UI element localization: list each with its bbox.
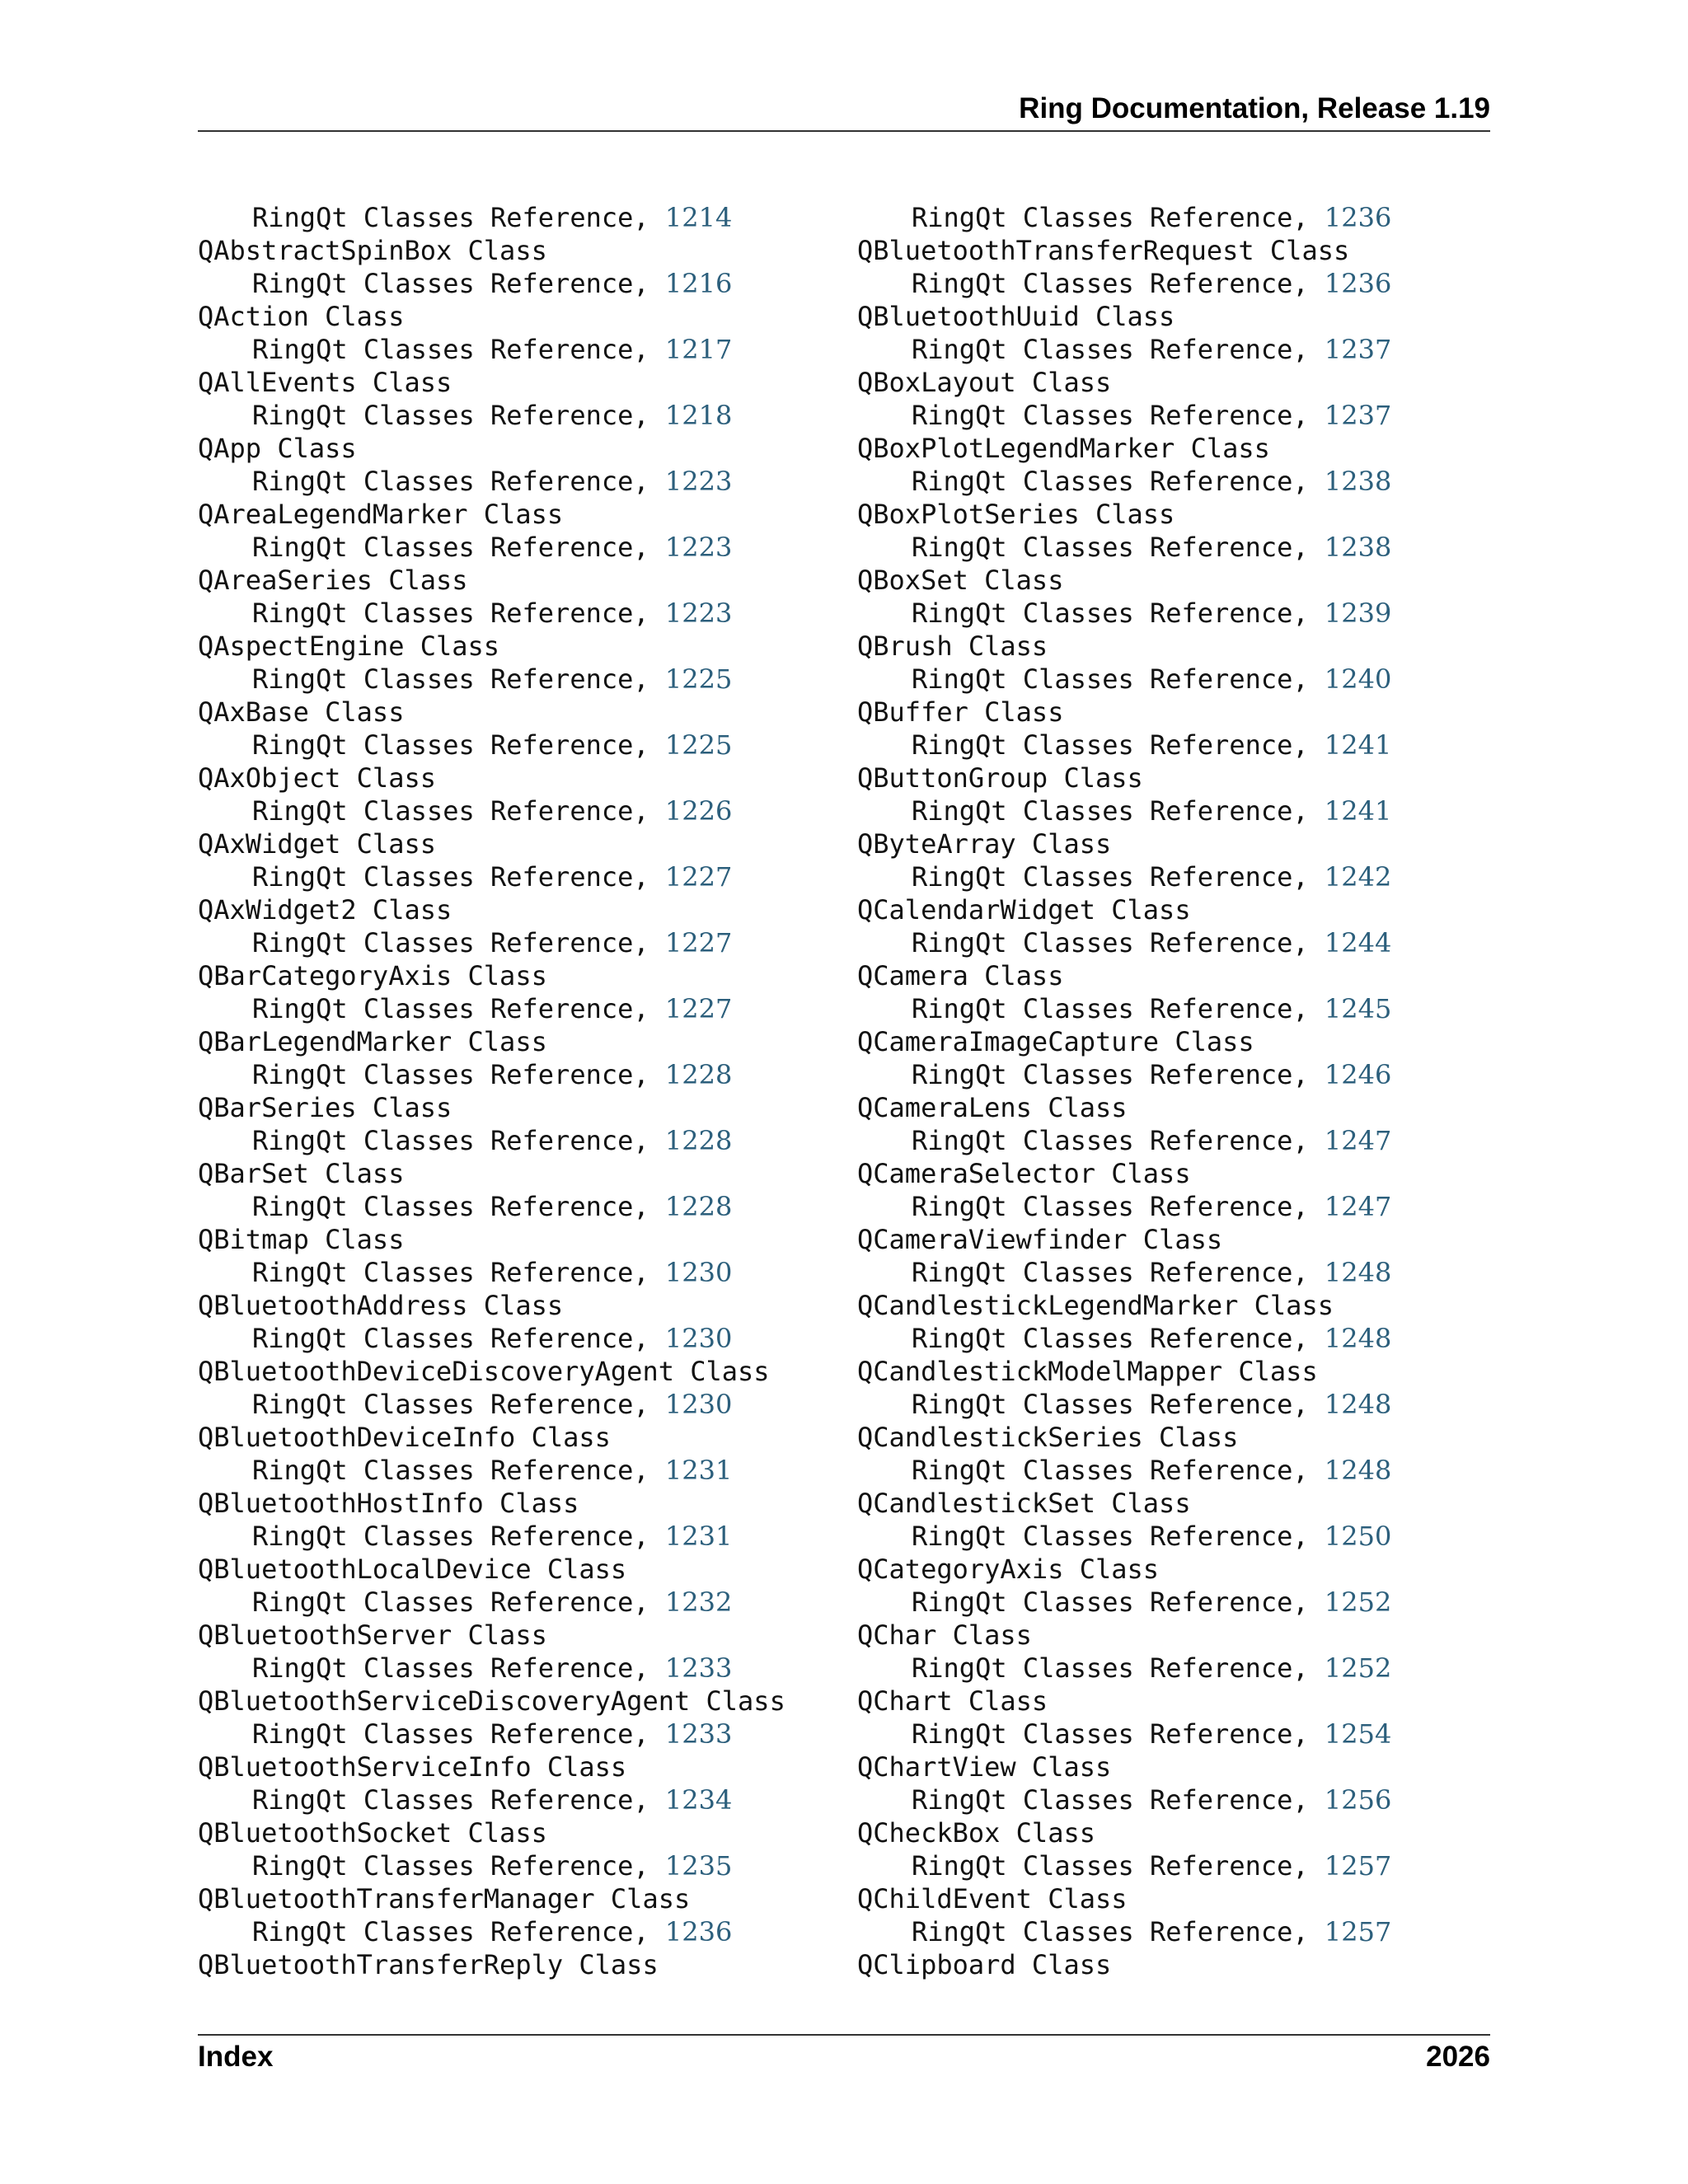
index-column-left — [198, 201, 824, 1981]
subentry-text: RingQt Classes Reference, — [912, 598, 1325, 629]
subentry-text: RingQt Classes Reference, — [912, 1916, 1325, 1947]
index-entry — [857, 1487, 1484, 1520]
index-entry — [198, 1750, 824, 1783]
page-link[interactable]: 1227 — [664, 927, 733, 958]
subentry-text: RingQt Classes Reference, — [252, 927, 665, 958]
index-subentry — [857, 1718, 1484, 1750]
index-entry — [198, 959, 824, 992]
subentry-text: RingQt Classes Reference, — [912, 1191, 1325, 1222]
subentry-text: RingQt Classes Reference, — [912, 729, 1325, 761]
subentry-text: RingQt Classes Reference, — [912, 993, 1325, 1024]
entry-text: QBarLegendMarker Class — [198, 1026, 547, 1057]
page-link[interactable]: 1230 — [664, 1257, 733, 1288]
subentry-text: RingQt Classes Reference, — [252, 1586, 665, 1618]
page-link[interactable]: 1256 — [1324, 1784, 1392, 1816]
index-entry — [857, 300, 1484, 333]
index-entry — [198, 366, 824, 399]
subentry-text: RingQt Classes Reference, — [912, 795, 1325, 827]
footer-page-number: 2026 — [1426, 2041, 1490, 2073]
subentry-text: RingQt Classes Reference, — [912, 334, 1325, 365]
index-entry — [857, 827, 1484, 860]
page-link[interactable]: 1214 — [664, 202, 733, 233]
entry-text: QByteArray Class — [857, 828, 1112, 860]
index-subentry — [198, 729, 824, 762]
index-entry — [198, 300, 824, 333]
index-subentry — [198, 201, 824, 234]
entry-text: QBluetoothAddress Class — [198, 1290, 564, 1321]
entry-text: QCandlestickSeries Class — [857, 1422, 1239, 1453]
index-entry — [198, 1223, 824, 1256]
index-entry — [198, 432, 824, 465]
index-subentry — [198, 992, 824, 1025]
page-link[interactable]: 1257 — [1324, 1916, 1392, 1947]
subentry-text: RingQt Classes Reference, — [252, 663, 665, 695]
index-subentry — [198, 860, 824, 893]
page-link[interactable]: 1228 — [664, 1191, 733, 1222]
page-link[interactable]: 1227 — [664, 861, 733, 893]
entry-text: QBluetoothTransferReply Class — [198, 1949, 659, 1980]
index-subentry — [857, 1124, 1484, 1157]
page-link[interactable]: 1244 — [1324, 927, 1392, 958]
index-subentry — [198, 1322, 824, 1355]
entry-text: QAxObject Class — [198, 762, 436, 794]
entry-text: QAllEvents Class — [198, 367, 452, 398]
page-link[interactable]: 1236 — [1324, 268, 1392, 299]
index-entry — [857, 1816, 1484, 1849]
entry-text: QAreaSeries Class — [198, 565, 468, 596]
entry-text: QBuffer Class — [857, 696, 1064, 728]
index-subentry — [857, 729, 1484, 762]
entry-text: QBarSet Class — [198, 1158, 405, 1189]
page-link[interactable]: 1245 — [1324, 993, 1392, 1024]
page-link[interactable]: 1241 — [1324, 795, 1392, 827]
index-entry — [857, 893, 1484, 926]
index-subentry — [857, 860, 1484, 893]
subentry-text: RingQt Classes Reference, — [252, 202, 665, 233]
page-link[interactable]: 1233 — [664, 1718, 733, 1750]
subentry-text: RingQt Classes Reference, — [912, 1323, 1325, 1354]
entry-text: QBoxLayout Class — [857, 367, 1112, 398]
subentry-text: RingQt Classes Reference, — [252, 598, 665, 629]
subentry-text: RingQt Classes Reference, — [252, 1916, 665, 1947]
page-link[interactable]: 1248 — [1324, 1323, 1392, 1354]
subentry-text: RingQt Classes Reference, — [252, 1521, 665, 1552]
index-subentry — [198, 1058, 824, 1091]
entry-text: QAreaLegendMarker Class — [198, 499, 564, 530]
subentry-text: RingQt Classes Reference, — [252, 1455, 665, 1486]
page-link[interactable]: 1248 — [1324, 1389, 1392, 1420]
index-subentry — [198, 663, 824, 696]
page-link[interactable]: 1227 — [664, 993, 733, 1024]
index-subentry — [198, 1454, 824, 1487]
subentry-text: RingQt Classes Reference, — [912, 1455, 1325, 1486]
index-subentry — [198, 1718, 824, 1750]
subentry-text: RingQt Classes Reference, — [252, 1059, 665, 1090]
page-link[interactable]: 1239 — [1324, 598, 1392, 629]
subentry-text: RingQt Classes Reference, — [252, 268, 665, 299]
index-entry — [198, 1882, 824, 1915]
index-subentry — [198, 1190, 824, 1223]
entry-text: QCameraSelector Class — [857, 1158, 1191, 1189]
subentry-text: RingQt Classes Reference, — [912, 1718, 1325, 1750]
page-link[interactable]: 1236 — [1324, 202, 1392, 233]
page-link[interactable]: 1241 — [1324, 729, 1392, 761]
index-subentry — [857, 1058, 1484, 1091]
index-entry — [857, 1289, 1484, 1322]
page-link[interactable]: 1232 — [664, 1586, 733, 1618]
index-entry — [198, 1091, 824, 1124]
page-link[interactable]: 1225 — [664, 663, 733, 695]
subentry-text: RingQt Classes Reference, — [252, 993, 665, 1024]
page-link[interactable]: 1247 — [1324, 1125, 1392, 1156]
index-subentry — [857, 465, 1484, 498]
page-link[interactable]: 1230 — [664, 1389, 733, 1420]
index-subentry — [198, 333, 824, 366]
entry-text: QChildEvent Class — [857, 1883, 1128, 1915]
index-subentry — [857, 794, 1484, 827]
subentry-text: RingQt Classes Reference, — [252, 466, 665, 497]
index-subentry — [857, 597, 1484, 630]
page-link[interactable]: 1234 — [664, 1784, 733, 1816]
entry-text: QBluetoothDeviceDiscoveryAgent Class — [198, 1356, 770, 1387]
index-subentry — [857, 1652, 1484, 1685]
index-entry — [198, 1487, 824, 1520]
subentry-text: RingQt Classes Reference, — [252, 1389, 665, 1420]
entry-text: QBoxSet Class — [857, 565, 1064, 596]
subentry-text: RingQt Classes Reference, — [912, 1586, 1325, 1618]
subentry-text: RingQt Classes Reference, — [912, 466, 1325, 497]
index-subentry — [198, 1520, 824, 1553]
index-entry — [198, 564, 824, 597]
subentry-text: RingQt Classes Reference, — [912, 861, 1325, 893]
page-link[interactable]: 1226 — [664, 795, 733, 827]
index-subentry — [857, 1783, 1484, 1816]
subentry-text: RingQt Classes Reference, — [912, 927, 1325, 958]
index-entry — [198, 498, 824, 531]
entry-text: QCategoryAxis Class — [857, 1554, 1160, 1585]
entry-text: QAxBase Class — [198, 696, 405, 728]
page-link[interactable]: 1231 — [664, 1521, 733, 1552]
subentry-text: RingQt Classes Reference, — [252, 334, 665, 365]
index-subentry — [198, 531, 824, 564]
index-subentry — [198, 1652, 824, 1685]
subentry-text: RingQt Classes Reference, — [252, 1652, 665, 1684]
index-subentry — [198, 926, 824, 959]
index-entry — [857, 1421, 1484, 1454]
subentry-text: RingQt Classes Reference, — [252, 1784, 665, 1816]
index-subentry — [198, 1256, 824, 1289]
footer-section-label: Index — [198, 2041, 274, 2073]
index-entry — [857, 1619, 1484, 1652]
entry-text: QCameraViewfinder Class — [857, 1224, 1223, 1255]
index-entry — [198, 1421, 824, 1454]
index-entry — [857, 696, 1484, 729]
entry-text: QBluetoothServiceInfo Class — [198, 1751, 627, 1783]
index-subentry — [857, 1586, 1484, 1619]
entry-text: QBrush Class — [857, 630, 1048, 662]
index-entry — [857, 959, 1484, 992]
subentry-text: RingQt Classes Reference, — [252, 729, 665, 761]
subentry-text: RingQt Classes Reference, — [252, 1850, 665, 1882]
page-link[interactable]: 1248 — [1324, 1455, 1392, 1486]
entry-text: QBitmap Class — [198, 1224, 405, 1255]
entry-text: QApp Class — [198, 433, 357, 464]
index-entry — [198, 1289, 824, 1322]
index-entry — [198, 827, 824, 860]
index-entry — [857, 1882, 1484, 1915]
entry-text: QCamera Class — [857, 960, 1064, 991]
index-subentry — [198, 1783, 824, 1816]
entry-text: QClipboard Class — [857, 1949, 1112, 1980]
page-link[interactable]: 1240 — [1324, 663, 1392, 695]
index-entry — [857, 234, 1484, 267]
subentry-text: RingQt Classes Reference, — [912, 1257, 1325, 1288]
index-entry — [857, 498, 1484, 531]
entry-text: QBluetoothTransferManager Class — [198, 1883, 691, 1915]
index-entry — [857, 630, 1484, 663]
entry-text: QBluetoothUuid Class — [857, 301, 1175, 332]
page-link[interactable]: 1237 — [1324, 400, 1392, 431]
subentry-text: RingQt Classes Reference, — [252, 861, 665, 893]
index-entry — [857, 1355, 1484, 1388]
index-entry — [857, 1750, 1484, 1783]
subentry-text: RingQt Classes Reference, — [252, 1191, 665, 1222]
page-link[interactable]: 1233 — [664, 1652, 733, 1684]
subentry-text: RingQt Classes Reference, — [252, 1323, 665, 1354]
subentry-text: RingQt Classes Reference, — [912, 202, 1325, 233]
entry-text: QBluetoothDeviceInfo Class — [198, 1422, 611, 1453]
entry-text: QChartView Class — [857, 1751, 1112, 1783]
index-entry — [198, 1157, 824, 1190]
subentry-text: RingQt Classes Reference, — [912, 532, 1325, 563]
entry-text: QCheckBox Class — [857, 1817, 1095, 1849]
page-link[interactable]: 1242 — [1324, 861, 1392, 893]
index-subentry — [198, 1124, 824, 1157]
index-subentry — [857, 1388, 1484, 1421]
page-link[interactable]: 1235 — [664, 1850, 733, 1882]
page-link[interactable]: 1217 — [664, 334, 733, 365]
page-link[interactable]: 1246 — [1324, 1059, 1392, 1090]
entry-text: QCameraImageCapture Class — [857, 1026, 1254, 1057]
page-link[interactable]: 1228 — [664, 1059, 733, 1090]
index-subentry — [198, 597, 824, 630]
index-subentry — [198, 1849, 824, 1882]
index-entry — [198, 630, 824, 663]
entry-text: QBluetoothHostInfo Class — [198, 1488, 579, 1519]
page-header-title: Ring Documentation, Release 1.19 — [1019, 92, 1490, 124]
index-entry — [857, 564, 1484, 597]
entry-text: QCameraLens Class — [857, 1092, 1128, 1123]
index-subentry — [857, 926, 1484, 959]
index-entry — [857, 432, 1484, 465]
entry-text: QChar Class — [857, 1619, 1032, 1651]
index-entry — [198, 1355, 824, 1388]
entry-text: QAction Class — [198, 301, 405, 332]
entry-text: QAxWidget Class — [198, 828, 436, 860]
index-subentry — [857, 663, 1484, 696]
page-link[interactable]: 1231 — [664, 1455, 733, 1486]
index-subentry — [857, 267, 1484, 300]
subentry-text: RingQt Classes Reference, — [912, 1784, 1325, 1816]
page-link[interactable]: 1250 — [1324, 1521, 1392, 1552]
subentry-text: RingQt Classes Reference, — [912, 663, 1325, 695]
subentry-text: RingQt Classes Reference, — [912, 400, 1325, 431]
index-entry — [857, 1685, 1484, 1718]
index-entry — [198, 1553, 824, 1586]
index-entry — [198, 234, 824, 267]
index-entry — [198, 1948, 824, 1981]
entry-text: QBoxPlotSeries Class — [857, 499, 1175, 530]
index-entry — [198, 1816, 824, 1849]
entry-text: QBarCategoryAxis Class — [198, 960, 547, 991]
page-link[interactable]: 1218 — [664, 400, 733, 431]
index-entry — [198, 696, 824, 729]
entry-text: QCandlestickLegendMarker Class — [857, 1290, 1334, 1321]
subentry-text: RingQt Classes Reference, — [912, 1389, 1325, 1420]
page-link[interactable]: 1225 — [664, 729, 733, 761]
entry-text: QBoxPlotLegendMarker Class — [857, 433, 1270, 464]
index-entry — [857, 1091, 1484, 1124]
subentry-text: RingQt Classes Reference, — [252, 795, 665, 827]
entry-text: QChart Class — [857, 1685, 1048, 1717]
page-link[interactable]: 1254 — [1324, 1718, 1392, 1750]
index-subentry — [857, 1322, 1484, 1355]
subentry-text: RingQt Classes Reference, — [252, 1125, 665, 1156]
index-subentry — [857, 1190, 1484, 1223]
index-subentry — [198, 794, 824, 827]
page-link[interactable]: 1257 — [1324, 1850, 1392, 1882]
entry-text: QBluetoothServer Class — [198, 1619, 547, 1651]
subentry-text: RingQt Classes Reference, — [912, 268, 1325, 299]
footer-rule — [198, 2034, 1490, 2036]
entry-text: QBluetoothTransferRequest Class — [857, 235, 1350, 266]
subentry-text: RingQt Classes Reference, — [912, 1521, 1325, 1552]
index-entry — [857, 1025, 1484, 1058]
page-link[interactable]: 1252 — [1324, 1652, 1392, 1684]
entry-text: QAbstractSpinBox Class — [198, 235, 547, 266]
entry-text: QCalendarWidget Class — [857, 894, 1191, 926]
index-subentry — [857, 399, 1484, 432]
page-link[interactable]: 1248 — [1324, 1257, 1392, 1288]
index-entry — [198, 762, 824, 794]
page-link[interactable]: 1252 — [1324, 1586, 1392, 1618]
page-link[interactable]: 1236 — [664, 1916, 733, 1947]
subentry-text: RingQt Classes Reference, — [912, 1652, 1325, 1684]
index-entry — [857, 1157, 1484, 1190]
entry-text: QBluetoothSocket Class — [198, 1817, 547, 1849]
index-subentry — [198, 1915, 824, 1948]
index-subentry — [198, 1388, 824, 1421]
page-link[interactable]: 1223 — [664, 598, 733, 629]
index-entry — [857, 366, 1484, 399]
index-subentry — [857, 333, 1484, 366]
index-subentry — [857, 201, 1484, 234]
index-subentry — [198, 1586, 824, 1619]
header-rule — [198, 130, 1490, 132]
entry-text: QCandlestickSet Class — [857, 1488, 1191, 1519]
entry-text: QBluetoothLocalDevice Class — [198, 1554, 627, 1585]
index-subentry — [857, 1454, 1484, 1487]
page-link[interactable]: 1238 — [1324, 532, 1392, 563]
page-link[interactable]: 1216 — [664, 268, 733, 299]
entry-text: QAxWidget2 Class — [198, 894, 452, 926]
index-subentry — [198, 465, 824, 498]
subentry-text: RingQt Classes Reference, — [912, 1059, 1325, 1090]
entry-text: QBluetoothServiceDiscoveryAgent Class — [198, 1685, 785, 1717]
index-entry — [198, 1685, 824, 1718]
index-subentry — [857, 1256, 1484, 1289]
subentry-text: RingQt Classes Reference, — [252, 400, 665, 431]
index-subentry — [857, 531, 1484, 564]
entry-text: QCandlestickModelMapper Class — [857, 1356, 1318, 1387]
index-entry — [198, 1619, 824, 1652]
page-link[interactable]: 1238 — [1324, 466, 1392, 497]
subentry-text: RingQt Classes Reference, — [912, 1125, 1325, 1156]
entry-text: QBarSeries Class — [198, 1092, 452, 1123]
page-link[interactable]: 1228 — [664, 1125, 733, 1156]
index-column-right — [857, 201, 1484, 1981]
subentry-text: RingQt Classes Reference, — [252, 532, 665, 563]
page-link[interactable]: 1247 — [1324, 1191, 1392, 1222]
page-link[interactable]: 1230 — [664, 1323, 733, 1354]
index-subentry — [198, 399, 824, 432]
index-subentry — [198, 267, 824, 300]
index-subentry — [857, 992, 1484, 1025]
page-link[interactable]: 1237 — [1324, 334, 1392, 365]
index-entry — [857, 762, 1484, 794]
index-entry — [857, 1948, 1484, 1981]
entry-text: QAspectEngine Class — [198, 630, 500, 662]
subentry-text: RingQt Classes Reference, — [912, 1850, 1325, 1882]
page-link[interactable]: 1223 — [664, 466, 733, 497]
index-subentry — [857, 1915, 1484, 1948]
index-subentry — [857, 1849, 1484, 1882]
index-entry — [198, 1025, 824, 1058]
subentry-text: RingQt Classes Reference, — [252, 1718, 665, 1750]
entry-text: QButtonGroup Class — [857, 762, 1143, 794]
index-entry — [857, 1223, 1484, 1256]
index-subentry — [857, 1520, 1484, 1553]
page-link[interactable]: 1223 — [664, 532, 733, 563]
index-entry — [857, 1553, 1484, 1586]
index-entry — [198, 893, 824, 926]
subentry-text: RingQt Classes Reference, — [252, 1257, 665, 1288]
